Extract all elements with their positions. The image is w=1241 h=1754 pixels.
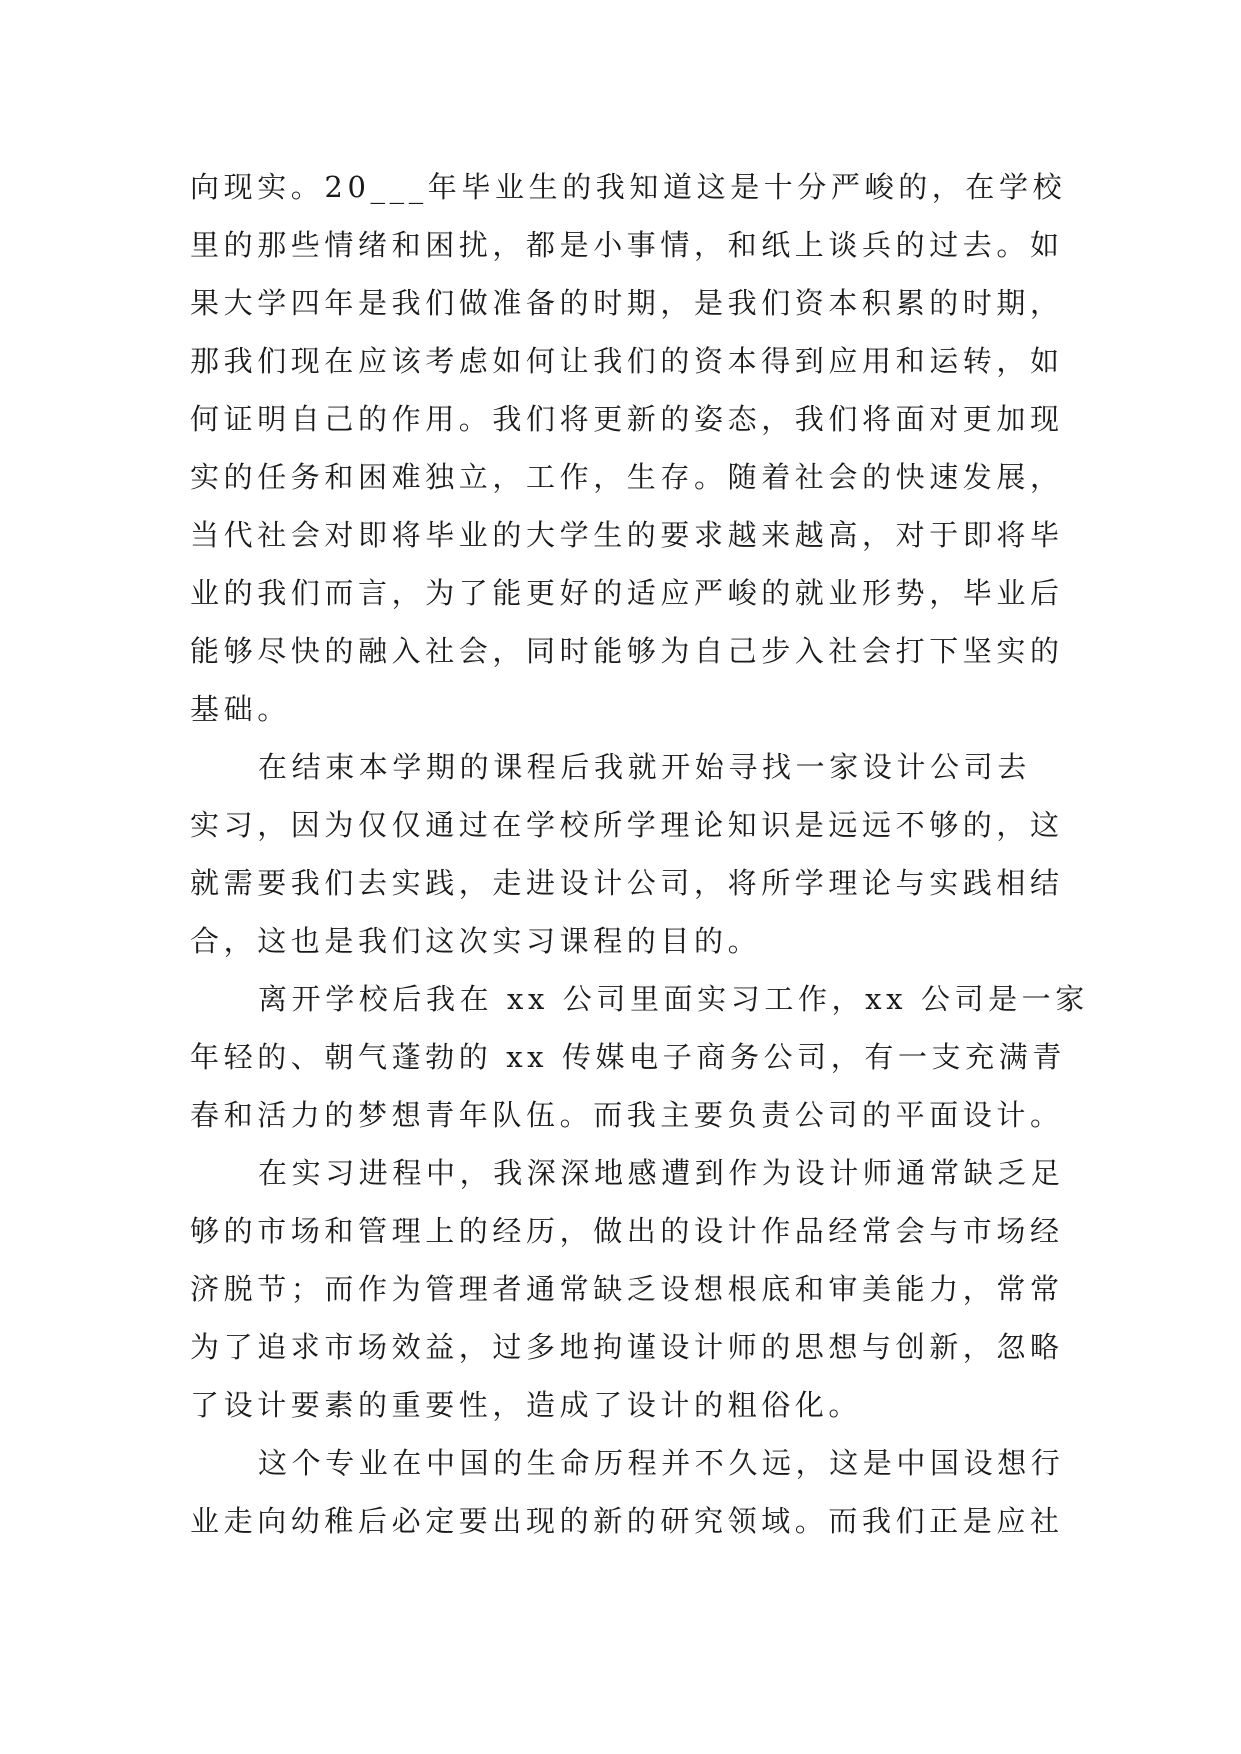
document-body bbox=[190, 158, 1089, 1550]
text-line: 实的任务和困难独立，工作，生存。随着社会的快速发展， bbox=[190, 460, 1064, 494]
paragraph-first-line: 离开学校后我在 xx 公司里面实习工作，xx 公司是一家 bbox=[258, 982, 1089, 1016]
text-line: 实习，因为仅仅通过在学校所学理论知识是远远不够的，这 bbox=[190, 808, 1064, 842]
text-line: 业走向幼稚后必定要出现的新的研究领域。而我们正是应社 bbox=[190, 1504, 1064, 1538]
text-line: 何证明自己的作用。我们将更新的姿态，我们将面对更加现 bbox=[190, 402, 1064, 436]
text-line: 能够尽快的融入社会，同时能够为自己步入社会打下坚实的 bbox=[190, 634, 1064, 668]
text-line: 济脱节；而作为管理者通常缺乏设想根底和审美能力，常常 bbox=[190, 1272, 1064, 1306]
text-line: 向现实。20___年毕业生的我知道这是十分严峻的，在学校 bbox=[190, 170, 1067, 204]
text-line: 当代社会对即将毕业的大学生的要求越来越高，对于即将毕 bbox=[190, 518, 1064, 552]
text-line: 业的我们而言，为了能更好的适应严峻的就业形势，毕业后 bbox=[190, 576, 1064, 610]
text-line: 就需要我们去实践，走进设计公司，将所学理论与实践相结 bbox=[190, 866, 1064, 900]
text-line: 年轻的、朝气蓬勃的 xx 传媒电子商务公司，有一支充满青 bbox=[190, 1040, 1066, 1074]
text-line: 合，这也是我们这次实习课程的目的。 bbox=[190, 924, 762, 958]
text-line: 够的市场和管理上的经历，做出的设计作品经常会与市场经 bbox=[190, 1214, 1064, 1248]
text-line: 春和活力的梦想青年队伍。而我主要负责公司的平面设计。 bbox=[190, 1098, 1064, 1132]
text-line: 基础。 bbox=[190, 692, 291, 726]
text-line: 了设计要素的重要性，造成了设计的粗俗化。 bbox=[190, 1388, 863, 1422]
text-line: 那我们现在应该考虑如何让我们的资本得到应用和运转，如 bbox=[190, 344, 1064, 378]
paragraph-first-line: 在实习进程中，我深深地感遭到作为设计师通常缺乏足 bbox=[258, 1156, 1065, 1190]
paragraph-first-line: 在结束本学期的课程后我就开始寻找一家设计公司去 bbox=[258, 750, 1031, 784]
paragraph-first-line: 这个专业在中国的生命历程并不久远，这是中国设想行 bbox=[258, 1446, 1065, 1480]
text-line: 为了追求市场效益，过多地拘谨设计师的思想与创新，忽略 bbox=[190, 1330, 1064, 1364]
text-line: 果大学四年是我们做准备的时期，是我们资本积累的时期， bbox=[190, 286, 1064, 320]
text-line: 里的那些情绪和困扰，都是小事情，和纸上谈兵的过去。如 bbox=[190, 228, 1064, 262]
